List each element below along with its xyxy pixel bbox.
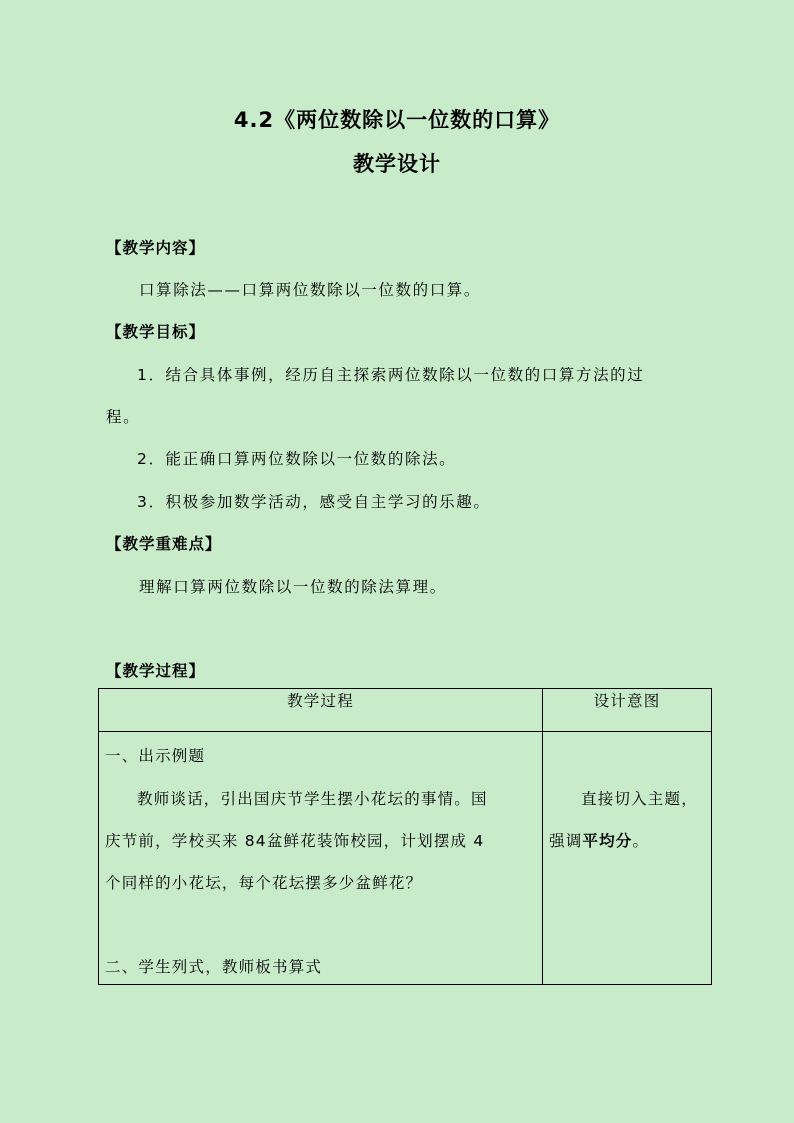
goal-2: 2．能正确口算两位数除以一位数的除法。 (137, 450, 457, 468)
example-para-line-3: 个同样的小花坛，每个花坛摆多少盆鲜花？ (105, 874, 423, 892)
intent-line-1: 直接切入主题， (581, 790, 698, 808)
intent-cell (543, 732, 712, 985)
section-2-title: 二、学生列式，教师板书算式 (105, 958, 323, 976)
section-1-title: 一、出示例题 (105, 747, 206, 765)
table-header-row (99, 689, 712, 732)
intent-prefix: 强调 (549, 832, 583, 850)
column-header-intent: 设计意图 (543, 689, 712, 732)
intent-emphasis: 平均分 (582, 832, 633, 850)
key-points-text: 理解口算两位数除以一位数的除法算理。 (139, 578, 447, 596)
document-subtitle: 教学设计 (353, 152, 441, 176)
goal-3: 3．积极参加数学活动，感受自主学习的乐趣。 (137, 493, 491, 511)
key-points-heading: 【教学重难点】 (106, 535, 222, 553)
intent-suffix: 。 (632, 832, 650, 850)
content-text: 口算除法——口算两位数除以一位数的口算。 (139, 281, 482, 299)
goals-heading: 【教学目标】 (106, 323, 206, 341)
example-para-line-1: 教师谈话，引出国庆节学生摆小花坛的事情。国 (137, 790, 488, 808)
process-table (98, 688, 712, 985)
document-title: 4.2《两位数除以一位数的口算》 (233, 108, 561, 132)
goal-1-line-2: 程。 (106, 408, 141, 426)
column-header-process: 教学过程 (99, 689, 543, 732)
process-cell (99, 732, 543, 985)
process-heading: 【教学过程】 (106, 662, 206, 680)
content-heading: 【教学内容】 (106, 239, 206, 257)
example-para-line-2: 庆节前，学校买来 84盆鲜花装饰校园，计划摆成 4 (105, 832, 485, 850)
table-row (99, 732, 712, 985)
goal-1-line-1: 1．结合具体事例，经历自主探索两位数除以一位数的口算方法的过 (137, 366, 645, 384)
intent-line-2 (549, 829, 649, 851)
